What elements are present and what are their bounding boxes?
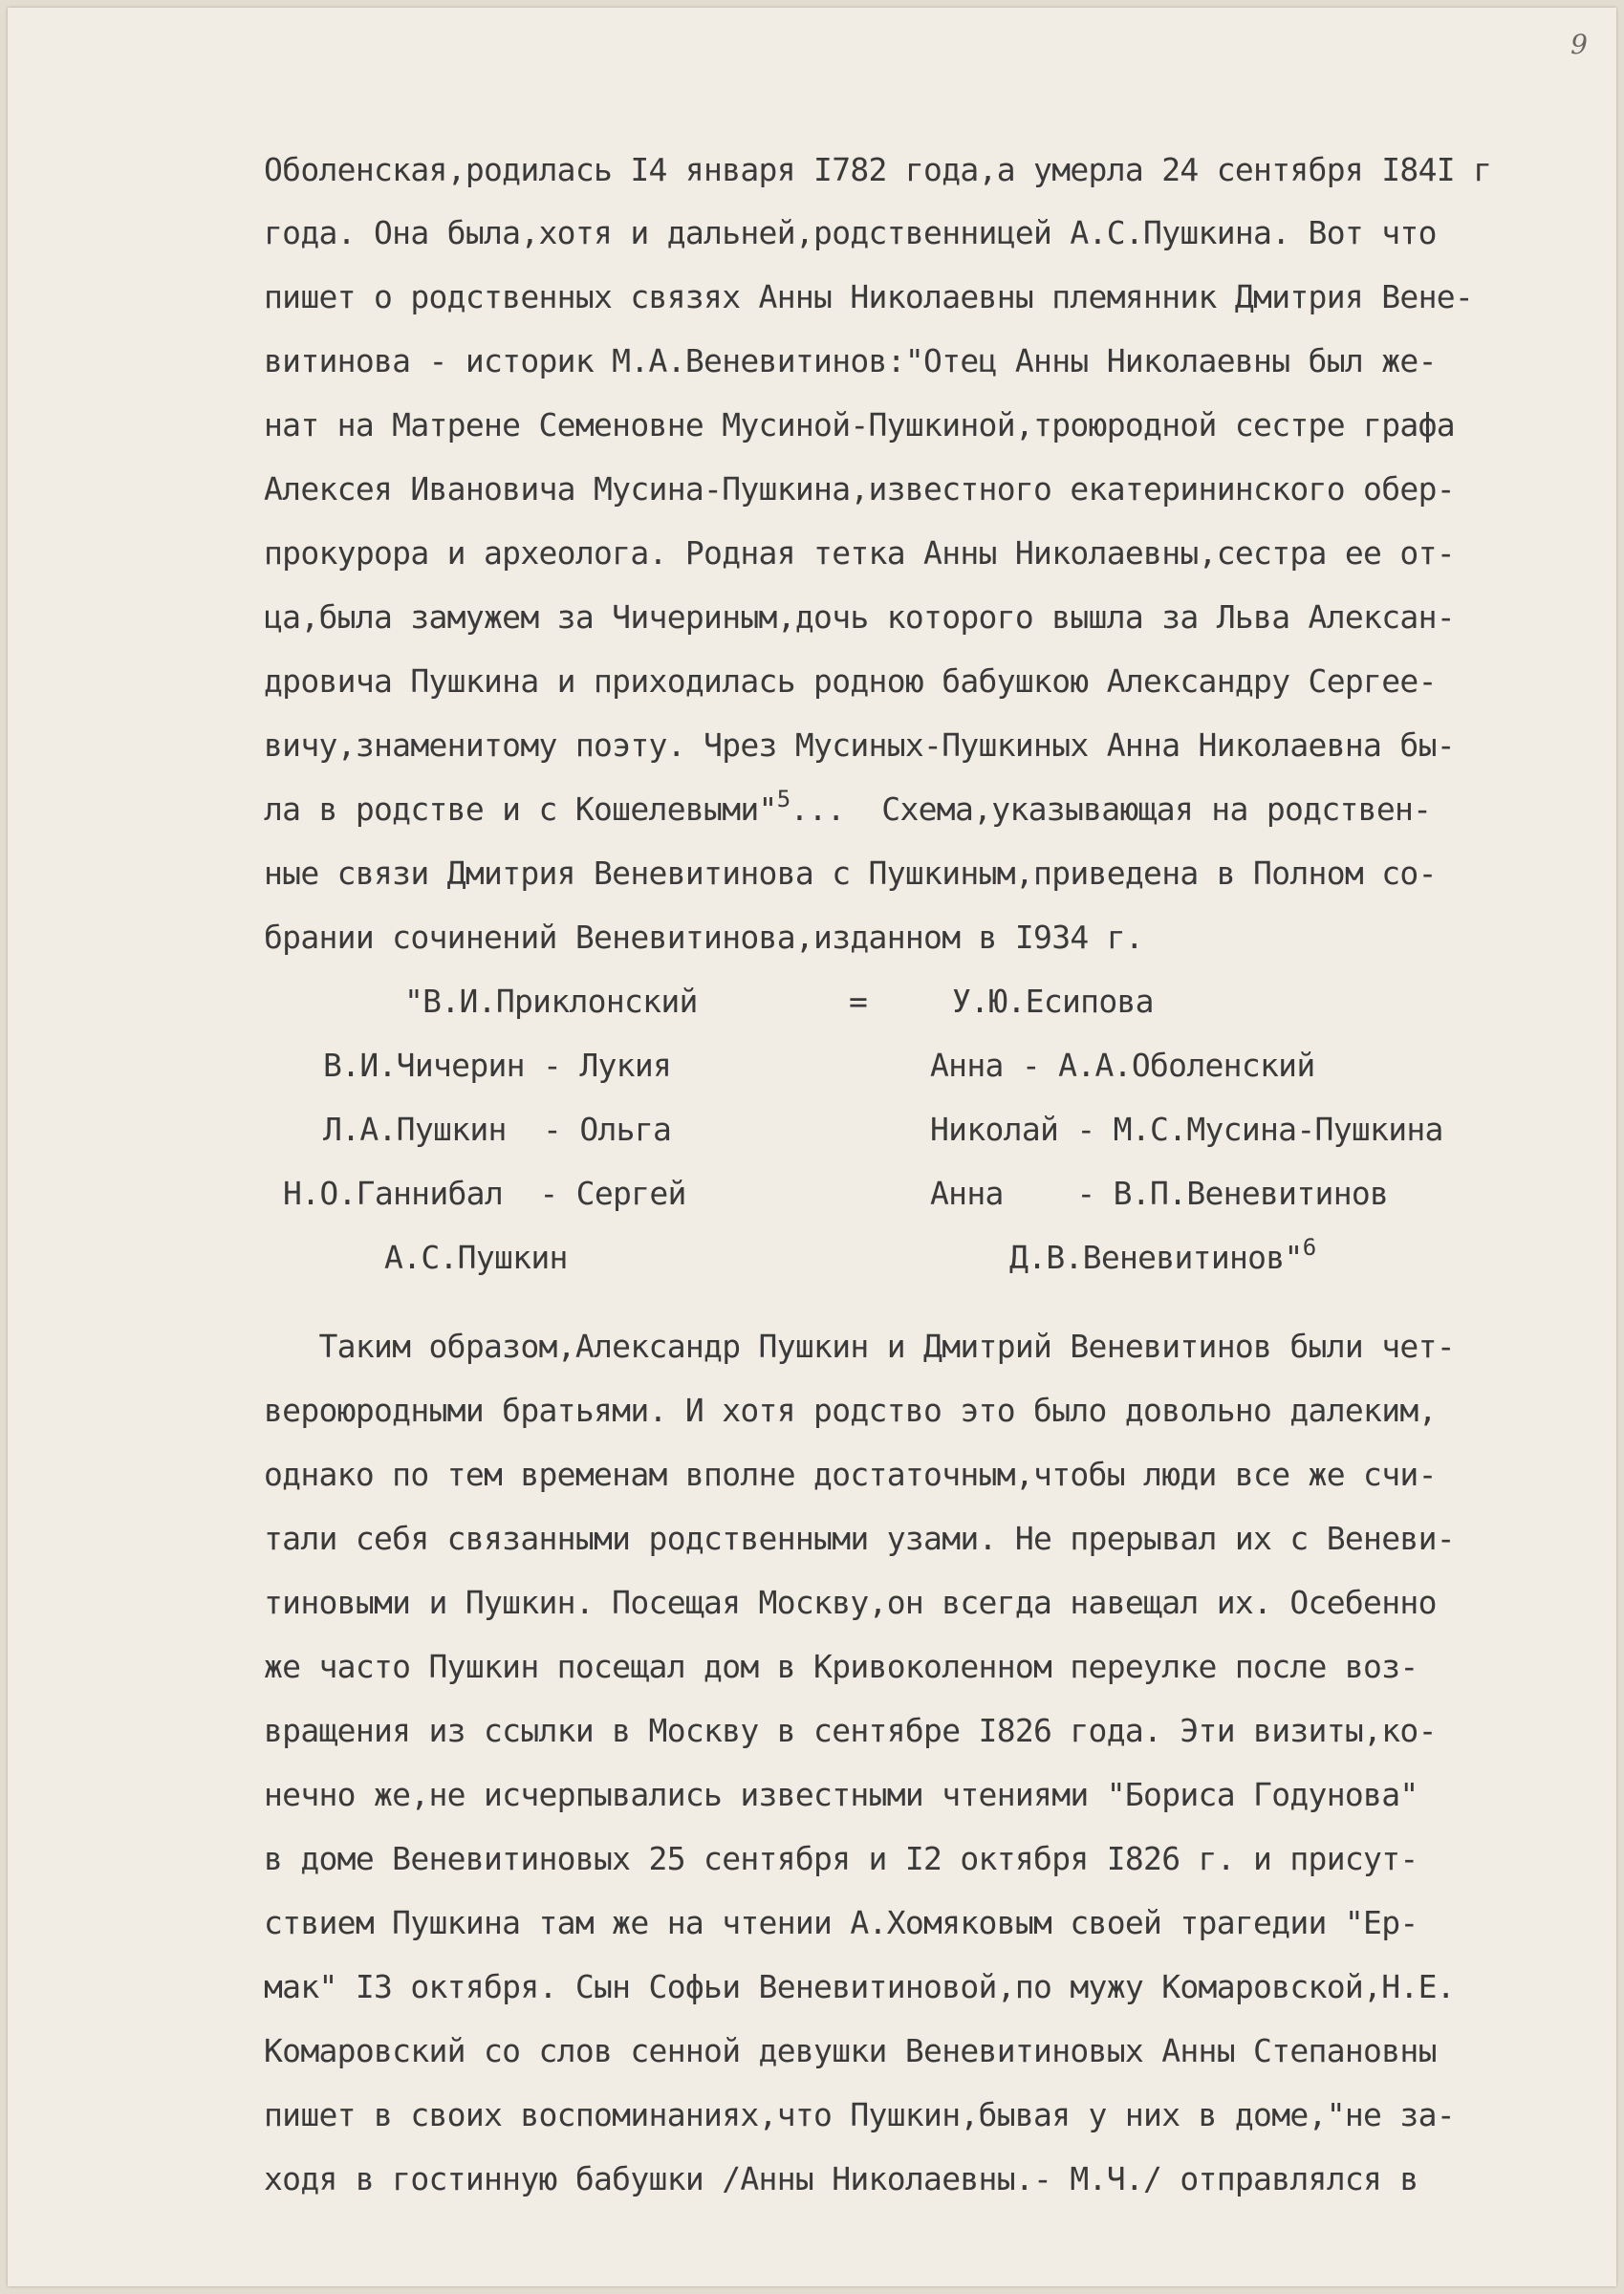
genealogy-left: В.И.Чичерин - Лукия: [323, 1047, 672, 1084]
text-line: однако по тем временам вполне достаточным,чтобы люди все же счи-: [264, 1456, 1437, 1493]
text-line: же часто Пушкин посещал дом в Кривоколенном переулке после воз-: [264, 1648, 1418, 1685]
text-line: в доме Веневитиновых 25 сентября и I2 октября I826 г. и присут-: [264, 1840, 1418, 1877]
genealogy-left: А.С.Пушкин: [384, 1239, 568, 1276]
text-line: дровича Пушкина и приходилась родною бабушкою Александру Сергее-: [264, 662, 1437, 700]
text-line: нечно же,не исчерпывались известными чтениями "Бориса Годунова": [264, 1776, 1418, 1813]
text-line: ствием Пушкина там же на чтении А.Хомяковым своей трагедии "Ер-: [264, 1904, 1418, 1941]
genealogy-left: "В.И.Приклонский: [404, 983, 698, 1020]
text-line: вероюродными братьями. И хотя родство это было довольно далеким,: [264, 1392, 1437, 1429]
text-line: брании сочинений Веневитинова,изданном в I934 г.: [264, 919, 1144, 956]
genealogy-left: Л.А.Пушкин - Ольга: [323, 1111, 672, 1148]
text-line: вичу,знаменитому поэту. Чрез Мусиных-Пушкиных Анна Николаевна бы-: [264, 726, 1455, 764]
document-page: [8, 8, 1616, 2286]
text-line: ные связи Дмитрия Веневитинова с Пушкиным,приведена в Полном со-: [264, 855, 1437, 892]
text-line: Оболенская,родилась I4 января I782 года,а умерла 24 сентября I84I г: [264, 151, 1492, 188]
text-line: мак" I3 октября. Сын Софьи Веневитиновой,по мужу Комаровской,Н.Е.: [264, 1968, 1455, 2005]
footnote-marker: 6: [1302, 1234, 1316, 1261]
text-line: тиновыми и Пушкин. Посещая Москву,он всегда навещал их. Осебенно: [264, 1584, 1437, 1621]
text-line: ца,была замужем за Чичериным,дочь которого вышла за Льва Алексан-: [264, 598, 1455, 636]
text-line: ходя в гостинную бабушки /Анны Николаевны.- М.Ч./ отправлялся в: [264, 2160, 1418, 2197]
text-line: тали себя связанными родственными узами. Не прерывал их с Веневи-: [264, 1520, 1455, 1557]
genealogy-left: Н.О.Ганнибал - Сергей: [283, 1175, 686, 1212]
text-line: Комаровский со слов сенной девушки Веневитиновых Анны Степановны: [264, 2032, 1437, 2069]
text-line: Алексея Ивановича Мусина-Пушкина,известного екатерининского обер-: [264, 470, 1455, 508]
genealogy-right-with-footnote: [1009, 1234, 1316, 1276]
text-segment: ... Схема,указывающая на родствен-: [790, 790, 1432, 828]
genealogy-right: Николай - М.С.Мусина-Пушкина: [930, 1111, 1443, 1148]
page-number: 9: [1570, 29, 1588, 60]
text-line: пишет в своих воспоминаниях,что Пушкин,бывая у них в доме,"не за-: [264, 2096, 1455, 2133]
footnote-marker: 5: [776, 786, 790, 812]
genealogy-marriage-sign: =: [849, 983, 868, 1020]
text-line: Таким образом,Александр Пушкин и Дмитрий Веневитинов были чет-: [264, 1328, 1455, 1365]
text-line: пишет о родственных связях Анны Николаевны племянник Дмитрия Вене-: [264, 278, 1474, 315]
text-line-with-footnote: [264, 786, 1432, 828]
text-line: вращения из ссылки в Москву в сентябре I826 года. Эти визиты,ко-: [264, 1712, 1437, 1749]
text-segment: ла в родстве и с Кошелевыми": [264, 790, 777, 828]
text-line: года. Она была,хотя и дальней,родственницей А.С.Пушкина. Вот что: [264, 214, 1437, 251]
genealogy-right: Анна - В.П.Веневитинов: [930, 1175, 1389, 1212]
text-segment: Д.В.Веневитинов": [1009, 1239, 1303, 1276]
text-line: нат на Матрене Семеновне Мусиной-Пушкиной,троюродной сестре графа: [264, 406, 1455, 444]
genealogy-right: Анна - А.А.Оболенский: [930, 1047, 1315, 1084]
text-line: витинова - историк М.А.Веневитинов:"Отец Анны Николаевны был же-: [264, 342, 1437, 379]
genealogy-right: У.Ю.Есипова: [952, 983, 1154, 1020]
text-line: прокурора и археолога. Родная тетка Анны Николаевны,сестра ее от-: [264, 534, 1455, 572]
